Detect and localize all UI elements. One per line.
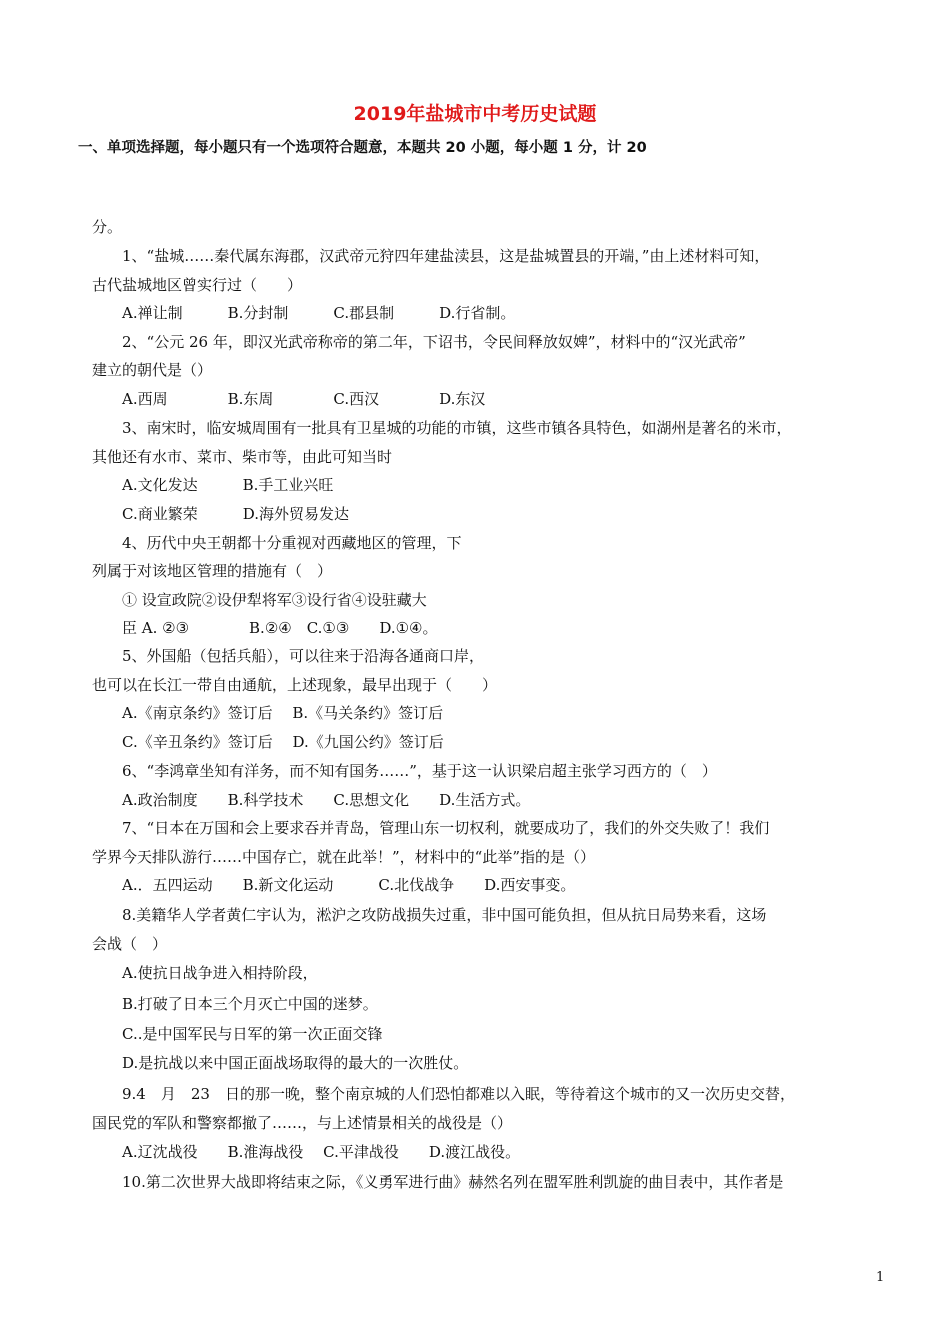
section-heading: 一、单项选择题，每小题只有一个选项符合题意，本题共 20 小题，每小题 1 分，计 20 xyxy=(78,140,647,156)
question-4-text: 4、历代中央王朝都十分重视对西藏地区的管理，下 xyxy=(122,534,462,552)
question-2-text: 2、“公元 26 年，即汉光武帝称帝的第二年，下诏书，令民间释放奴婢”，材料中的“汉光武帝” xyxy=(122,333,746,351)
question-7-text: 7、“日本在万国和会上要求吞并青岛，管理山东一切权利，就要成功了，我们的外交失败了！我们 xyxy=(122,819,770,837)
question-6-text: 6、“李鸿章坐知有洋务，而不知有国务……”，基于这一认识梁启超主张学习西方的（ ） xyxy=(122,762,717,780)
question-8-option-a: A.使抗日战争进入相持阶段， xyxy=(122,964,318,982)
question-8-text: 8.美籍华人学者黄仁宇认为，淞沪之攻防战损失过重，非中国可能负担，但从抗日局势来看，这场 xyxy=(122,906,767,924)
question-3-text: 3、南宋时，临安城周围有一批具有卫星城的功能的市镇，这些市镇各具特色，如湖州是著名的米市， xyxy=(122,419,792,437)
question-5-text-cont: 也可以在长江一带自由通航，上述现象，最早出现于（ ） xyxy=(92,676,498,694)
question-1-text-cont: 古代盐城地区曾实行过（ ） xyxy=(92,276,303,294)
page-title: 2019年盐城市中考历史试题 xyxy=(353,103,597,125)
question-7-options: A.．五四运动 B.新文化运动 C.北伐战争 D.西安事变。 xyxy=(122,876,576,894)
question-8-option-d: D.是抗战以来中国正面战场取得的最大的一次胜仗。 xyxy=(122,1054,469,1072)
question-1-options: A.禅让制 B.分封制 C.郡县制 D.行省制。 xyxy=(122,304,516,322)
page-number: 1 xyxy=(876,1270,885,1285)
question-9-options: A.辽沈战役 B.淮海战役 C.平津战役 D.渡江战役。 xyxy=(122,1143,521,1161)
question-9-text-cont: 国民党的军队和警察都撤了……，与上述情景相关的战役是（） xyxy=(92,1114,513,1132)
question-2-text-cont: 建立的朝代是（） xyxy=(92,361,213,379)
question-6-options: A.政治制度 B.科学技术 C.思想文化 D.生活方式。 xyxy=(122,791,531,809)
question-5-text: 5、外国船（包括兵船），可以往来于沿海各通商口岸， xyxy=(122,647,485,665)
question-10-text: 10.第二次世界大战即将结束之际，《义勇军进行曲》赫然名列在盟军胜利凯旋的曲目表中，其作者是 xyxy=(122,1173,784,1191)
question-4-items: ① 设宣政院②设伊犁将军③设行省④设驻藏大 xyxy=(122,591,427,609)
question-1-text: 1、“盐城……秦代属东海郡，汉武帝元狩四年建盐渎县，这是盐城置县的开端，”由上述材料可知， xyxy=(122,247,770,265)
question-4-text-cont: 列属于对该地区管理的措施有（ ） xyxy=(92,562,333,580)
question-5-options-cd: C.《辛丑条约》签订后 D.《九国公约》签订后 xyxy=(122,733,444,751)
question-8-option-c: C..是中国军民与日军的第一次正面交锋 xyxy=(122,1025,383,1043)
question-8-text-cont: 会战（ ） xyxy=(92,935,168,953)
question-7-text-cont: 学界今天排队游行……中国存亡，就在此举！”，材料中的“此举”指的是（） xyxy=(92,848,596,866)
question-3-text-cont: 其他还有水市、菜市、柴市等，由此可知当时 xyxy=(92,448,393,466)
question-8-option-b: B.打破了日本三个月灭亡中国的迷梦。 xyxy=(122,995,378,1013)
question-3-options-cd: C.商业繁荣 D.海外贸易发达 xyxy=(122,505,349,523)
question-3-options-ab: A.文化发达 B.手工业兴旺 xyxy=(122,476,334,494)
question-2-options: A.西周 B.东周 C.西汉 D.东汉 xyxy=(122,390,486,408)
question-5-options-ab: A.《南京条约》签订后 B.《马关条约》签订后 xyxy=(122,704,444,722)
section-heading-tail: 分。 xyxy=(92,218,123,236)
question-9-text: 9.4 月 23 日的那一晚，整个南京城的人们恐怕都难以入眠，等待着这个城市的又一次历史交替， xyxy=(122,1085,795,1103)
question-4-options: 臣 A. ②③ B.②④ C.①③ D.①④。 xyxy=(122,619,438,637)
